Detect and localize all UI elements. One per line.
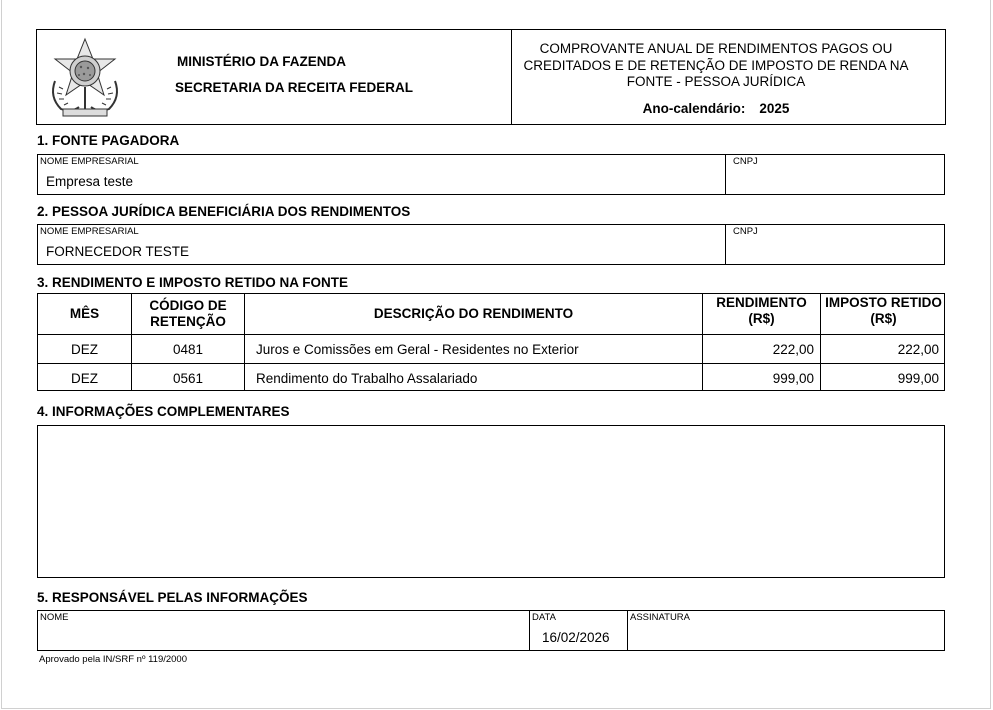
column-header-rendimento (703, 295, 820, 327)
nome-empresarial-value: Empresa teste (46, 174, 134, 189)
nome-label: NOME (40, 612, 69, 623)
field-divider (627, 611, 628, 650)
rendimentos-table (37, 293, 945, 391)
column-header-imposto-line2: (R$) (870, 311, 897, 326)
field-divider (529, 611, 530, 650)
header-divider (511, 30, 512, 124)
data-label: DATA (532, 612, 556, 623)
data-value: 16/02/2026 (542, 630, 610, 645)
section-2-title: 2. PESSOA JURÍDICA BENEFICIÁRIA DOS RENDIMENTOS (37, 204, 411, 219)
cnpj-label: CNPJ (733, 226, 758, 237)
calendar-year (523, 101, 909, 116)
assinatura-label: ASSINATURA (630, 612, 691, 623)
ministry-name: MINISTÉRIO DA FAZENDA (177, 54, 347, 69)
column-header-rendimento-line2: (R$) (748, 311, 775, 326)
field-divider (725, 155, 726, 194)
column-header-codigo-line2: RETENÇÃO (150, 314, 226, 329)
table-cell-rendimento: 222,00 (772, 342, 814, 357)
informacoes-complementares-box (37, 425, 945, 578)
nome-empresarial-label: NOME EMPRESARIAL (40, 156, 139, 167)
cnpj-label: CNPJ (733, 156, 758, 167)
beneficiaria-box (37, 224, 945, 265)
column-header-imposto-line1: IMPOSTO RETIDO (825, 295, 942, 310)
table-cell-descricao: Rendimento do Trabalho Assalariado (256, 371, 478, 386)
column-header-imposto (821, 295, 946, 327)
table-cell-imposto: 222,00 (897, 342, 939, 357)
section-5-title: 5. RESPONSÁVEL PELAS INFORMAÇÕES (37, 590, 308, 605)
row-divider (38, 363, 944, 364)
calendar-year-label: Ano-calendário: (642, 101, 746, 116)
table-cell-mes: DEZ (71, 371, 98, 386)
fonte-pagadora-box (37, 154, 945, 195)
table-cell-mes: DEZ (71, 342, 98, 357)
nome-empresarial-value: FORNECEDOR TESTE (46, 244, 190, 259)
section-3-title: 3. RENDIMENTO E IMPOSTO RETIDO NA FONTE (37, 275, 349, 290)
table-cell-imposto: 999,00 (897, 371, 939, 386)
secretaria-name: SECRETARIA DA RECEITA FEDERAL (175, 80, 414, 95)
table-cell-codigo: 0561 (172, 371, 204, 386)
column-header-rendimento-line1: RENDIMENTO (716, 295, 807, 310)
nome-empresarial-label: NOME EMPRESARIAL (40, 226, 139, 237)
responsavel-box (37, 610, 945, 651)
section-4-title: 4. INFORMAÇÕES COMPLEMENTARES (37, 404, 290, 419)
brazil-coat-of-arms-icon (43, 35, 127, 119)
calendar-year-value: 2025 (759, 101, 790, 116)
document-title: COMPROVANTE ANUAL DE RENDIMENTOS PAGOS OU CREDITADOS E DE RETENÇÃO DE IMPOSTO DE RENDA NA FONTE - PESSOA JURÍDICA (523, 41, 909, 89)
column-header-mes: MÊS (69, 306, 100, 321)
document-header (36, 29, 946, 125)
row-divider (38, 334, 944, 335)
field-divider (725, 225, 726, 264)
table-cell-descricao: Juros e Comissões em Geral - Residentes no Exterior (256, 342, 579, 357)
section-1-title: 1. FONTE PAGADORA (37, 133, 180, 148)
table-cell-rendimento: 999,00 (772, 371, 814, 386)
table-cell-codigo: 0481 (172, 342, 204, 357)
column-header-codigo (132, 298, 244, 330)
column-header-descricao: DESCRIÇÃO DO RENDIMENTO (373, 306, 574, 321)
approval-note: Aprovado pela IN/SRF nº 119/2000 (39, 654, 187, 665)
column-header-codigo-line1: CÓDIGO DE (149, 298, 227, 313)
